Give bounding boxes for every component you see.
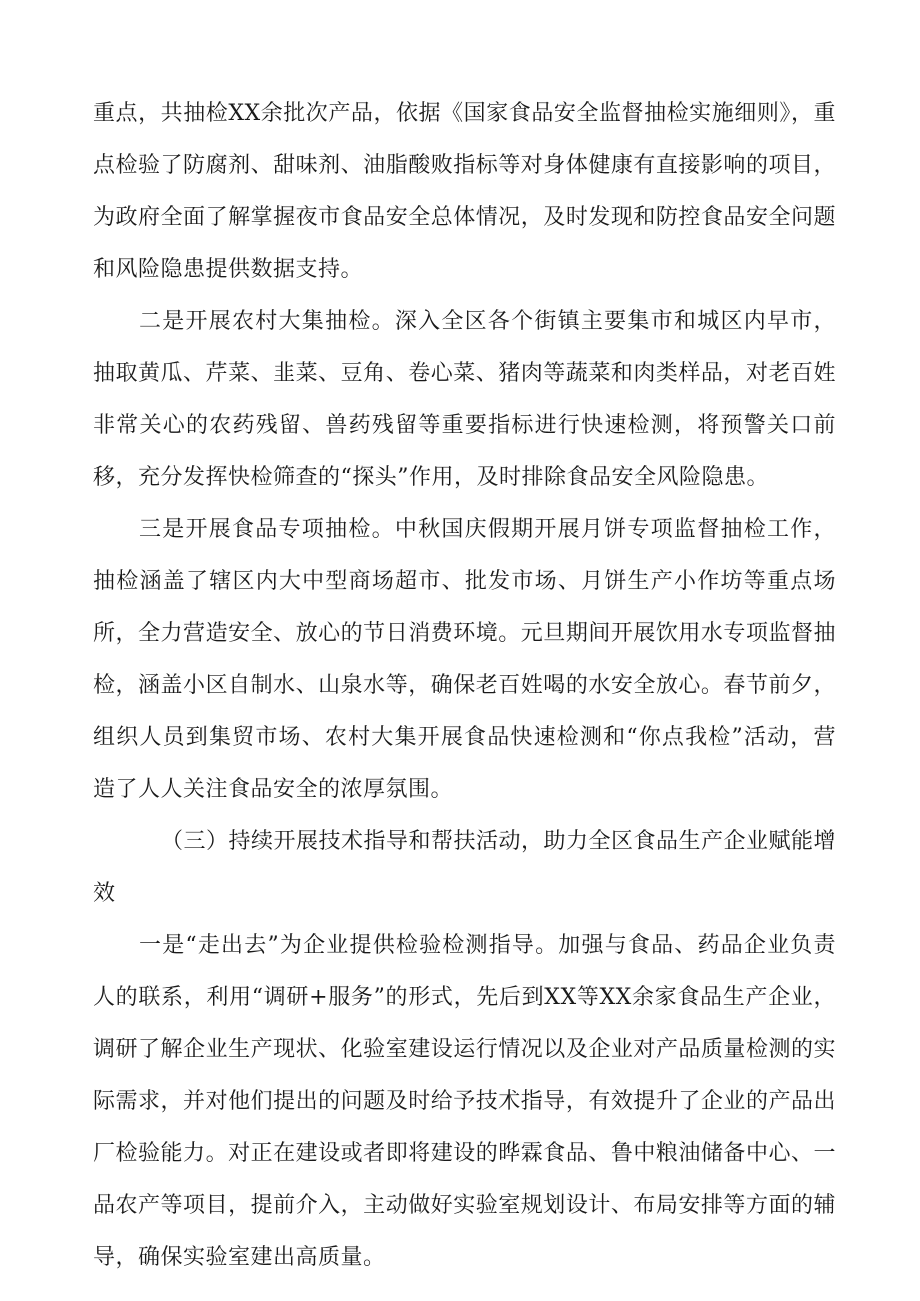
paragraph-special-food-inspection: 三是开展食品专项抽检。中秋国庆假期开展月饼专项监督抽检工作，抽检涵盖了辖区内大中型商场超市、批发市场、月饼生产小作坊等重点场所，全力营造安全、放心的节日消费环境。元旦期间开展饮用水专项监督抽检，涵盖小区自制水、山泉水等，确保老百姓喝的水安全放心。春节前夕，组织人员到集贸市场、农村大集开展食品快速检测和“你点我检”活动，营造了人人关注食品安全的浓厚氛围。: [93, 517, 836, 802]
paragraph-enterprise-guidance: 一是“走出去”为企业提供检验检测指导。加强与食品、药品企业负责人的联系，利用“调研+服务”的形式，先后到XX等XX余家食品生产企业，调研了解企业生产现状、化验室建设运行情况以及企业对产品质量检测的实际需求，并对他们提出的问题及时给予技术指导，有效提升了企业的产品出厂检验能力。对正在建设或者即将建设的晔霖食品、鲁中粮油储备中心、一品农产等项目，提前介入，主动做好实验室规划设计、布局安排等方面的辅导，确保实验室建出高质量。: [93, 933, 836, 1270]
paragraph-rural-market-inspection: 二是开展农村大集抽检。深入全区各个街镇主要集市和城区内早市，抽取黄瓜、芹菜、韭菜、豆角、卷心菜、猪肉等蔬菜和肉类样品，对老百姓非常关心的农药残留、兽药残留等重要指标进行快速检测，将预警关口前移，充分发挥快检筛查的“探头”作用，及时排除食品安全风险隐患。: [93, 309, 836, 490]
section-heading-technical-guidance: （三）持续开展技术指导和帮扶活动，助力全区食品生产企业赋能增效: [93, 829, 837, 906]
paragraph-continuation: 重点，共抽检XX余批次产品，依据《国家食品安全监督抽检实施细则》，重点检验了防腐剂、甜味剂、油脂酸败指标等对身体健康有直接影响的项目，为政府全面了解掌握夜市食品安全总体情况，及时发现和防控食品安全问题和风险隐患提供数据支持。: [93, 101, 836, 282]
document-body: [93, 88, 836, 1284]
